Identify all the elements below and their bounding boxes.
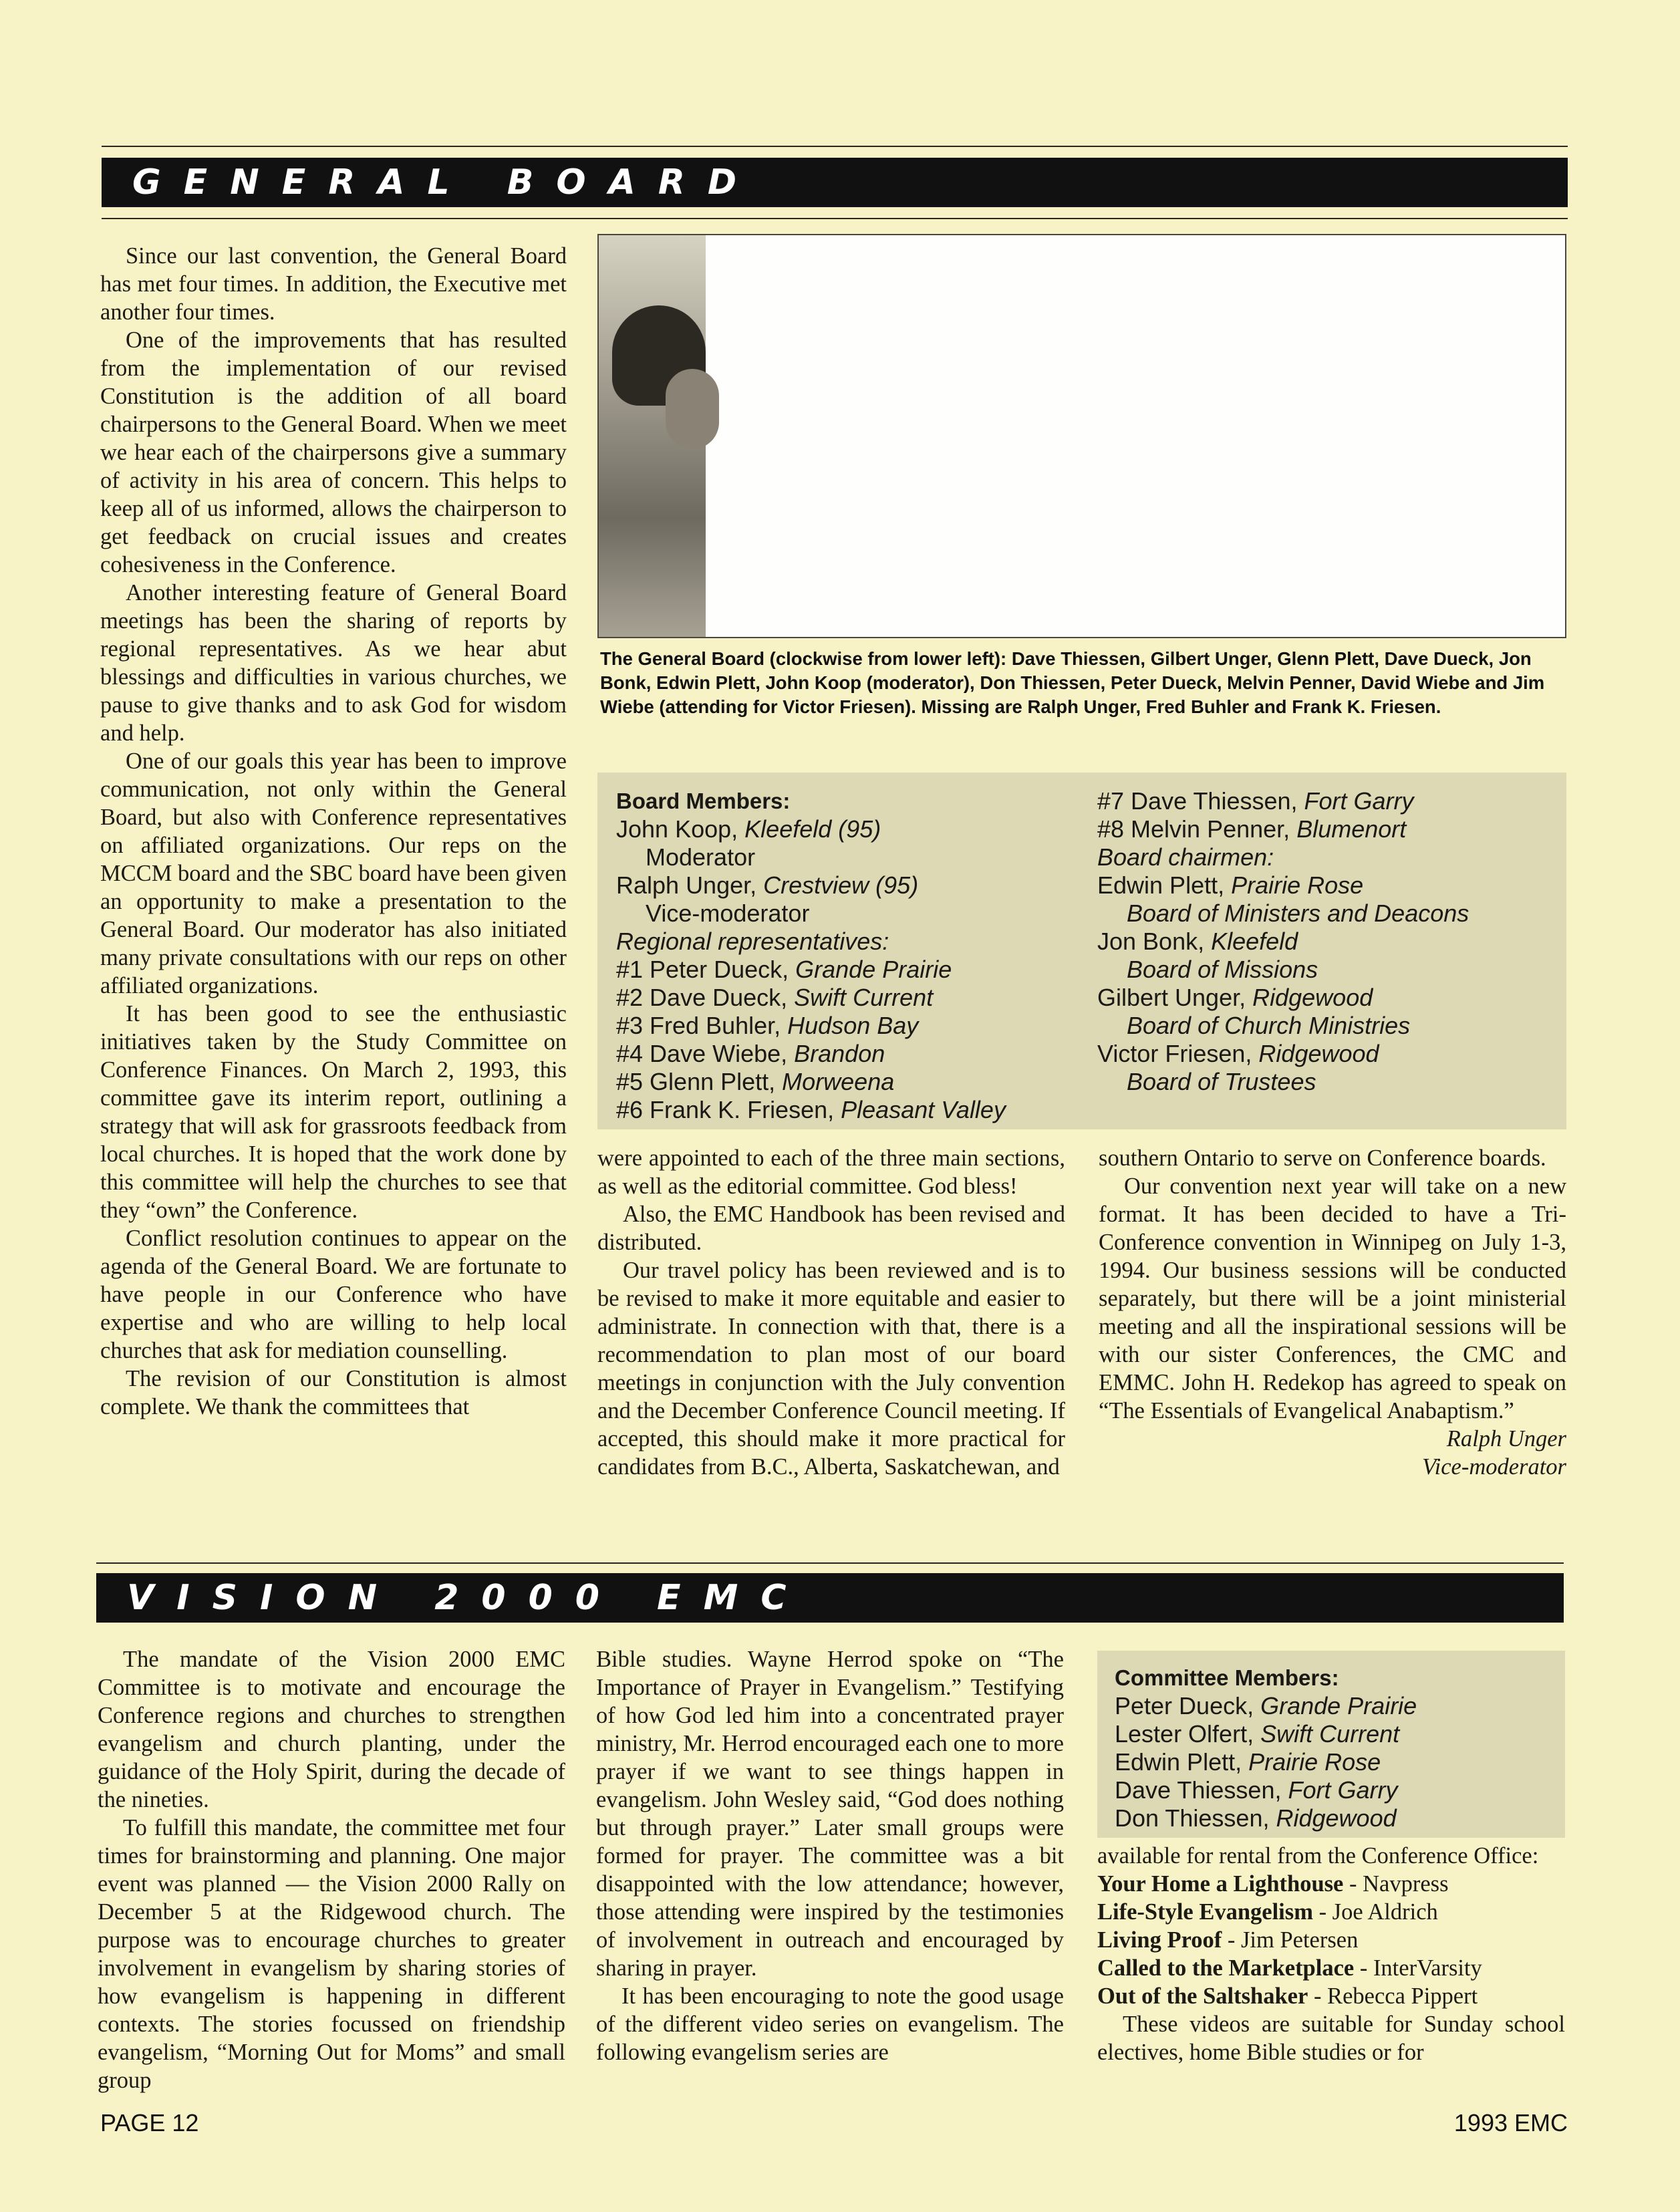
member-name: Gilbert Unger, bbox=[1097, 984, 1253, 1011]
member-name: #6 Frank K. Friesen, bbox=[616, 1096, 841, 1123]
photo-caption: The General Board (clockwise from lower left): Dave Thiessen, Gilbert Unger, Glenn Plett, Dave Dueck, Jon Bonk, Edwin Plett, John Koop (moderator), Don Thiessen, Peter Dueck, Melvin Penner, David Wiebe and Jim Wiebe (attending for Victor Friesen). Missing are Ralph Unger, Fred Buhler and Frank K. Friesen. bbox=[600, 648, 1545, 717]
video-entry bbox=[1097, 1954, 1565, 1982]
paragraph: These videos are suitable for Sunday school electives, home Bible studies or for bbox=[1097, 2012, 1565, 2065]
member-name: #3 Fred Buhler, bbox=[616, 1012, 788, 1039]
member-name: Ralph Unger, bbox=[616, 871, 764, 899]
video-entry bbox=[1097, 1926, 1565, 1954]
member-name: #5 Glenn Plett, bbox=[616, 1068, 783, 1095]
member-name: Don Thiessen, bbox=[1115, 1804, 1276, 1832]
paragraph: were appointed to each of the three main sections, as well as the editorial committee. God bless! bbox=[597, 1145, 1065, 1199]
committee-member bbox=[1115, 1748, 1548, 1776]
video-entry bbox=[1097, 1898, 1565, 1926]
regional-rep bbox=[616, 984, 1077, 1012]
regional-rep bbox=[616, 1068, 1077, 1096]
footer-publication: 1993 EMC bbox=[1453, 2109, 1568, 2136]
board-members-right bbox=[1097, 787, 1552, 1096]
video-entry bbox=[1097, 1982, 1565, 2010]
committee-member bbox=[1115, 1692, 1548, 1720]
regional-title: Regional representatives: bbox=[616, 928, 889, 955]
regional-rep bbox=[1097, 815, 1552, 843]
member-place: Crestview (95) bbox=[763, 871, 919, 899]
member-place: Swift Current bbox=[794, 984, 934, 1011]
general-board-photo bbox=[597, 234, 1566, 638]
member-name: Dave Thiessen, bbox=[1115, 1776, 1288, 1804]
paragraph: Since our last convention, the General Board has met four times. In addition, the Executive met another four times. bbox=[100, 243, 567, 325]
video-publisher: - Joe Aldrich bbox=[1312, 1899, 1438, 1925]
member-name: #7 Dave Thiessen, bbox=[1097, 787, 1304, 815]
general-board-column-3 bbox=[1099, 1144, 1566, 1481]
board-name: Board of Ministers and Deacons bbox=[1127, 900, 1469, 927]
chairman-entry bbox=[1097, 1040, 1552, 1068]
member-place: Kleefeld (95) bbox=[744, 815, 881, 843]
vision-column-3 bbox=[1097, 1842, 1565, 2066]
video-publisher: - Rebecca Pippert bbox=[1308, 1983, 1478, 2009]
chairman-entry bbox=[1097, 871, 1552, 900]
member-place: Kleefeld bbox=[1211, 928, 1298, 955]
member-name: #2 Dave Dueck, bbox=[616, 984, 795, 1011]
paragraph: Our convention next year will take on a new format. It has been decided to have a Tri-Conference convention in Winnipeg on July 1-3, 1994. Our business sessions will be conducted separately, but there will be a joint ministerial meeting and all the inspirational sessions will be with our sister Conferences, the CMC and EMMC. John H. Redekop has agreed to speak on “The Essentials of Evangelical Anabaptism.” bbox=[1099, 1173, 1566, 1423]
vision-column-1 bbox=[98, 1645, 565, 2094]
paragraph: The mandate of the Vision 2000 EMC Committee is to motivate and encourage the Conference regions and churches to strengthen evangelism and church planting, under the guidance of the Holy Spirit, during the decade of the nineties. bbox=[98, 1647, 565, 1812]
member-place: Grande Prairie bbox=[1260, 1692, 1417, 1719]
member-name: Victor Friesen, bbox=[1097, 1040, 1259, 1067]
video-title: Out of the Saltshaker bbox=[1097, 1983, 1308, 2009]
member-name: #8 Melvin Penner, bbox=[1097, 815, 1297, 843]
regional-rep bbox=[616, 1012, 1077, 1040]
vice-moderator-role: Vice-moderator bbox=[646, 900, 810, 927]
member-place: Ridgewood bbox=[1276, 1804, 1397, 1832]
video-title: Called to the Marketplace bbox=[1097, 1955, 1355, 1981]
paragraph: It has been encouraging to note the good usage of the different video series on evangelism. The following evangelism series are bbox=[596, 1983, 1064, 2065]
regional-rep bbox=[1097, 787, 1552, 815]
general-board-heading: GENERAL BOARD bbox=[102, 158, 1568, 207]
board-members-box bbox=[597, 773, 1566, 1129]
member-place: Swift Current bbox=[1260, 1720, 1400, 1748]
signature-name: Ralph Unger bbox=[1446, 1426, 1566, 1451]
committee-members-box bbox=[1097, 1651, 1565, 1838]
member-place: Fort Garry bbox=[1304, 787, 1414, 815]
committee-member bbox=[1115, 1776, 1548, 1804]
member-place: Fort Garry bbox=[1288, 1776, 1398, 1804]
general-board-column-2 bbox=[597, 1144, 1065, 1481]
chairman-entry bbox=[1097, 984, 1552, 1012]
member-place: Hudson Bay bbox=[787, 1012, 919, 1039]
committee-member bbox=[1115, 1720, 1548, 1748]
member-place: Ridgewood bbox=[1258, 1040, 1379, 1067]
member-place: Brandon bbox=[794, 1040, 885, 1067]
board-members-title: Board Members: bbox=[616, 789, 791, 813]
video-publisher: - Navpress bbox=[1343, 1871, 1449, 1897]
heading-underline bbox=[102, 218, 1568, 219]
paragraph: Conflict resolution continues to appear on the agenda of the General Board. We are fortunate to have people in our Conference who have expertise and who are willing to help local churches that ask for mediation counselling. bbox=[100, 1226, 567, 1363]
member-place: Pleasant Valley bbox=[841, 1096, 1006, 1123]
member-place: Grande Prairie bbox=[795, 956, 952, 983]
chairmen-title: Board chairmen: bbox=[1097, 843, 1274, 871]
moderator-role: Moderator bbox=[646, 843, 756, 871]
paragraph: Also, the EMC Handbook has been revised and distributed. bbox=[597, 1202, 1065, 1255]
paragraph: Our travel policy has been reviewed and is to be revised to make it more equitable and easier to administrate. In connection with that, there is a recommendation to plan most of our board meetings in conjunction with the July convention and the December Conference Council meeting. If accepted, this should make it more practical for candidates from B.C., Alberta, Saskatchewan, and bbox=[597, 1258, 1065, 1480]
member-name: #4 Dave Wiebe, bbox=[616, 1040, 795, 1067]
vice-moderator-entry bbox=[616, 871, 1077, 900]
video-title: Your Home a Lighthouse bbox=[1097, 1871, 1344, 1897]
video-title: Life-Style Evangelism bbox=[1097, 1899, 1313, 1925]
committee-member bbox=[1115, 1804, 1548, 1832]
paragraph: The revision of our Constitution is almost complete. We thank the committees that bbox=[100, 1366, 567, 1419]
member-name: Jon Bonk, bbox=[1097, 928, 1212, 955]
member-place: Blumenort bbox=[1296, 815, 1407, 843]
chairman-entry bbox=[1097, 928, 1552, 956]
paragraph: One of the improvements that has resulted from the implementation of our revised Constitution is the addition of all board chairpersons to the General Board. When we meet we hear each of the chairpersons give a summary of activity in his area of concern. This helps to keep all of us informed, allows the chairperson to get feedback on crucial issues and creates cohesiveness in the Conference. bbox=[100, 327, 567, 577]
paragraph: It has been good to see the enthusiastic initiatives taken by the Study Committee on Conference Finances. On March 2, 1993, this committee gave its interim report, outlining a strategy that will ask for grassroots feedback from local churches. It is hoped that the work done by this committee will help the churches to see that they “own” the Conference. bbox=[100, 1001, 567, 1223]
member-name: Edwin Plett, bbox=[1097, 871, 1232, 899]
paragraph: To fulfill this mandate, the committee met four times for brainstorming and planning. One major event was planned — the Vision 2000 Rally on December 5 at the Ridgewood church. The purpose was to encourage churches to greater involvement in evangelism by sharing stories of how evangelism is happening in different contexts. The stories focussed on friendship evangelism, “Morning Out for Moms” and small group bbox=[98, 1815, 565, 2093]
board-name: Board of Trustees bbox=[1127, 1068, 1316, 1095]
member-name: Peter Dueck, bbox=[1115, 1692, 1261, 1719]
video-publisher: - InterVarsity bbox=[1354, 1955, 1482, 1981]
board-name: Board of Missions bbox=[1127, 956, 1318, 983]
video-entry bbox=[1097, 1870, 1565, 1898]
member-name: Lester Olfert, bbox=[1115, 1720, 1261, 1748]
photo-person-shoulder bbox=[666, 369, 719, 449]
member-place: Prairie Rose bbox=[1231, 871, 1364, 899]
paragraph: southern Ontario to serve on Conference boards. bbox=[1099, 1145, 1546, 1171]
regional-rep bbox=[616, 956, 1077, 984]
video-publisher: - Jim Petersen bbox=[1222, 1927, 1359, 1953]
member-place: Ridgewood bbox=[1252, 984, 1373, 1011]
page-number: PAGE 12 bbox=[100, 2109, 199, 2136]
vision-heading: VISION 2000 EMC bbox=[96, 1573, 1564, 1623]
member-name: Edwin Plett, bbox=[1115, 1748, 1249, 1776]
video-title: Living Proof bbox=[1097, 1927, 1222, 1953]
member-place: Prairie Rose bbox=[1248, 1748, 1381, 1776]
paragraph: Bible studies. Wayne Herrod spoke on “The Importance of Prayer in Evangelism.” Testifying of how God led him into a concentrated prayer ministry, Mr. Herrod encouraged each one to more prayer if we want to see things happen in evangelism. John Wesley said, “God does nothing but through prayer.” Later small groups were formed for prayer. The committee was a bit disappointed with the low attendance; however, those attending were inspired by the testimonies of involvement in outreach and encouraged by sharing in prayer. bbox=[596, 1647, 1064, 1981]
paragraph: Another interesting feature of General Board meetings has been the sharing of reports by regional representatives. As we hear abut blessings and difficulties in various churches, we pause to give thanks and to ask God for wisdom and help. bbox=[100, 580, 567, 746]
member-name: #1 Peter Dueck, bbox=[616, 956, 796, 983]
member-place: Morweena bbox=[782, 1068, 895, 1095]
general-board-column-1 bbox=[100, 242, 567, 1421]
paragraph: One of our goals this year has been to improve communication, not only within the General Board, but also with Conference representatives on affiliated organizations. Our reps on the MCCM board and the SBC board have been given an opportunity to make a presentation to the General Board. Our moderator has also initiated many private consultations with our reps on other affiliated organizations. bbox=[100, 748, 567, 998]
regional-rep bbox=[616, 1040, 1077, 1068]
paragraph: available for rental from the Conference Office: bbox=[1097, 1843, 1539, 1869]
signature-role: Vice-moderator bbox=[1422, 1454, 1566, 1480]
top-rule bbox=[102, 146, 1568, 147]
vision-column-2 bbox=[596, 1645, 1064, 2066]
board-name: Board of Church Ministries bbox=[1127, 1012, 1411, 1039]
member-name: John Koop, bbox=[616, 815, 745, 843]
committee-title: Committee Members: bbox=[1115, 1665, 1339, 1690]
vision-top-rule bbox=[96, 1562, 1564, 1564]
board-members-left bbox=[616, 787, 1077, 1124]
moderator-entry bbox=[616, 815, 1077, 843]
regional-rep bbox=[616, 1096, 1077, 1124]
